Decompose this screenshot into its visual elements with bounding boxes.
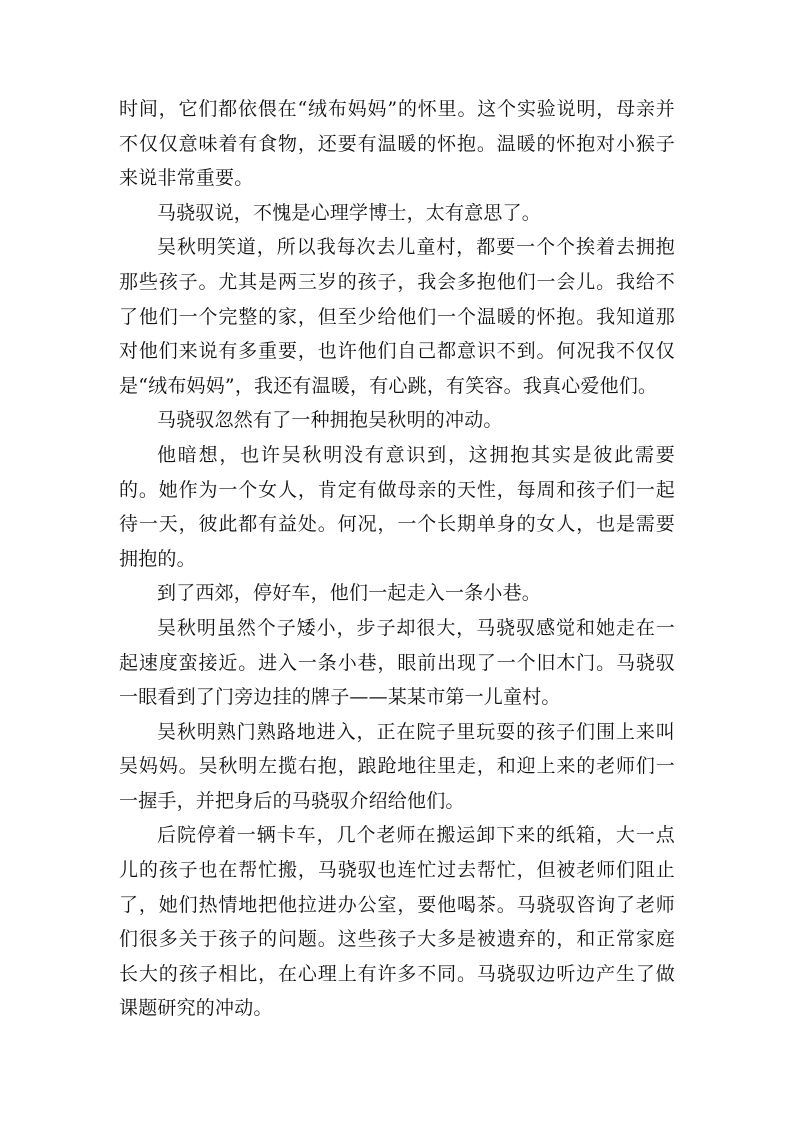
paragraph-3: 吴秋明笑道，所以我每次去儿童村，都要一个个挨着去拥抱那些孩子。尤其是两三岁的孩子，我会多抱他们一会儿。我给不了他们一个完整的家，但至少给他们一个温暖的怀抱。我知道那对他们来说有多重要，也许他们自己都意识不到。何况我不仅仅是“绒布妈妈”，我还有温暖，有心跳，有笑容。我真心爱他们。 bbox=[119, 236, 675, 397]
paragraph-1: 时间，它们都依偎在“绒布妈妈”的怀里。这个实验说明，母亲并不仅仅意味着有食物，还要有温暖的怀抱。温暖的怀抱对小猴子来说非常重要。 bbox=[119, 98, 675, 190]
paragraph-6: 到了西郊，停好车，他们一起走入一条小巷。 bbox=[157, 582, 542, 605]
paragraph-4: 马骁驭忽然有了一种拥抱吴秋明的冲动。 bbox=[157, 409, 503, 432]
paragraph-2: 马骁驭说，不愧是心理学博士，太有意思了。 bbox=[157, 201, 542, 224]
paragraph-8: 吴秋明熟门熟路地进入，正在院子里玩耍的孩子们围上来叫吴妈妈。吴秋明左揽右抱，踉跄地往里走，和迎上来的老师们一一握手，并把身后的马骁驭介绍给他们。 bbox=[119, 720, 675, 812]
paragraph-9: 后院停着一辆卡车，几个老师在搬运卸下来的纸箱，大一点儿的孩子也在帮忙搬，马骁驭也连忙过去帮忙，但被老师们阻止了，她们热情地把他拉进办公室，要他喝茶。马骁驭咨询了老师们很多关于孩子的问题。这些孩子大多是被遗弃的，和正常家庭长大的孩子相比，在心理上有许多不同。马骁驭边听边产生了做课题研究的冲动。 bbox=[119, 824, 675, 1020]
paragraph-7: 吴秋明虽然个子矮小，步子却很大，马骁驭感觉和她走在一起速度蛮接近。进入一条小巷，眼前出现了一个旧木门。马骁驭一眼看到了门旁边挂的牌子——某某市第一儿童村。 bbox=[119, 616, 675, 709]
body-text bbox=[119, 92, 675, 1026]
paragraph-5: 他暗想，也许吴秋明没有意识到，这拥抱其实是彼此需要的。她作为一个女人，肯定有做母亲的天性，每周和孩子们一起待一天，彼此都有益处。何况，一个长期单身的女人，也是需要拥抱的。 bbox=[119, 443, 675, 570]
